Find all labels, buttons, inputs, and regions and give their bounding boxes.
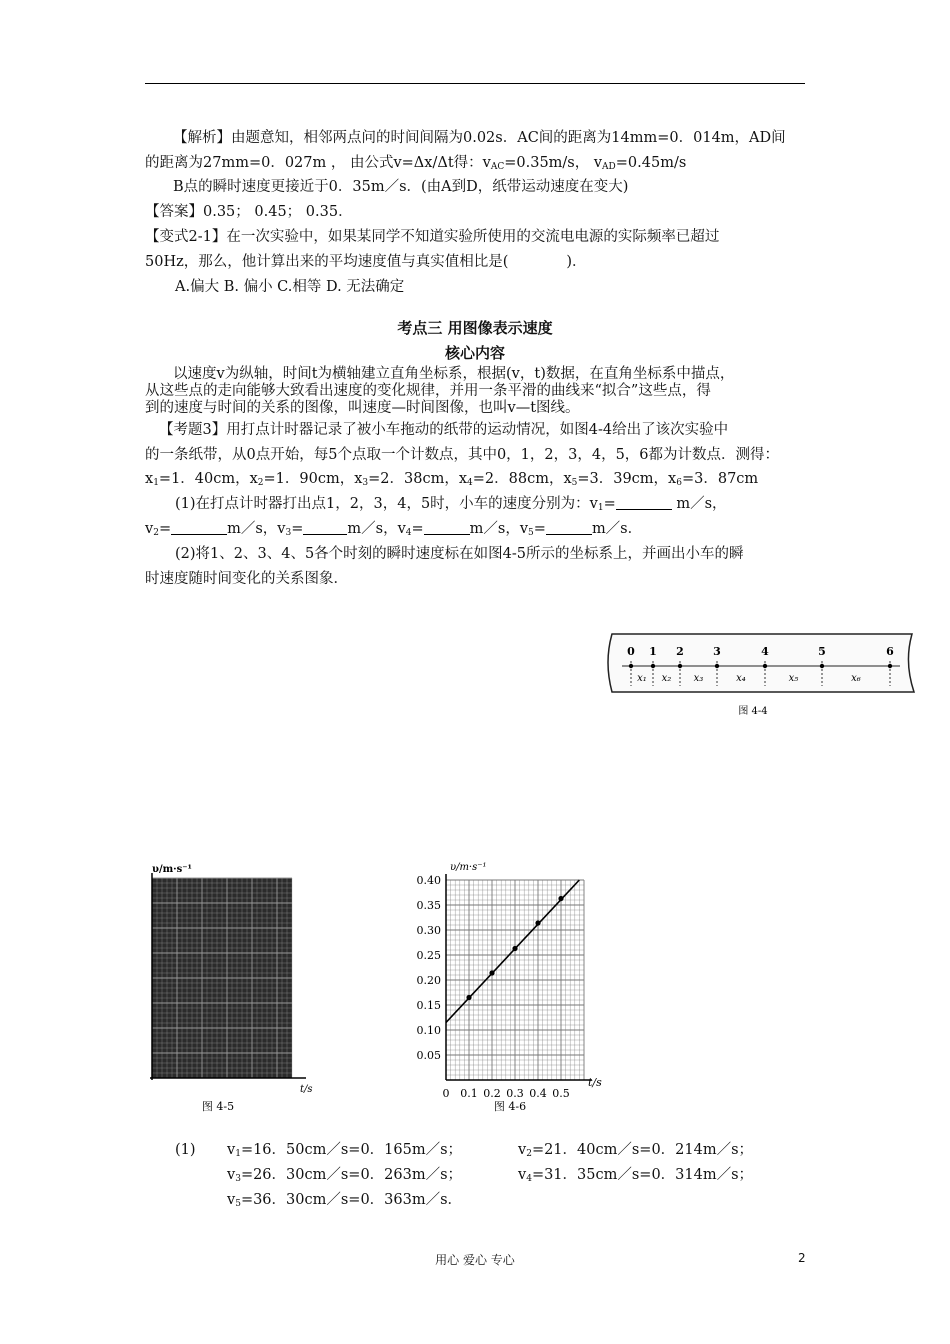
chart-x-tick: 0.3: [506, 1087, 524, 1100]
chart-y-tick: 0.35: [416, 899, 441, 912]
chart-y-tick: 0.15: [416, 999, 441, 1012]
data-point: [466, 995, 471, 1000]
chart-x-tick: 0.2: [483, 1087, 501, 1100]
answer-line: 【答案】0.35； 0.45； 0.35．: [145, 204, 353, 220]
chart-y-tick: 0.40: [416, 874, 441, 887]
chart-y-tick: 0.25: [416, 949, 441, 962]
y-axis-label: υ/m·s⁻¹: [152, 864, 192, 875]
page-number: 2: [798, 1251, 806, 1265]
tape-outline: [608, 634, 914, 692]
caption-4-5: 图 4-5: [201, 1100, 235, 1113]
answer-label: (1): [175, 1142, 196, 1158]
tape-point-label: 4: [761, 645, 769, 658]
question-1-line-2: $v_2=$ m／s，$v_3=$ m／s，$v_4=$ m／s，$v_5=$ m／s．: [145, 521, 643, 538]
definition-line-3: 到的速度与时间的关系的图像，叫速度—时间图像，也叫v—t图线。: [145, 400, 580, 416]
variant-options: A.偏大 B. 偏小 C.相等 D. 无法确定: [175, 279, 405, 295]
answer-v5: $v_5=36$．30cm／s=0．363m／s．: [227, 1192, 463, 1209]
tape-figure: [600, 628, 918, 728]
variant-line-1: 【变式2-1】在一次实验中，如果某同学不知道实验所使用的交流电电源的实际频率已超过: [145, 229, 720, 245]
tape-point-label: 2: [676, 645, 684, 658]
tape-point-label: 6: [886, 645, 894, 658]
data-point: [489, 970, 494, 975]
chart-y-tick: 0.30: [416, 924, 441, 937]
chart-y-tick: 0.10: [416, 1024, 441, 1037]
tape-point-label: 5: [818, 645, 826, 658]
definition-line-1: 以速度v为纵轴，时间t为横轴建立直角坐标系，根据(v，t)数据，在直角坐标系中描点，: [173, 366, 735, 382]
definition-line-2: 从这些点的走向能够大致看出速度的变化规律，并用一条平滑的曲线来“拟合”这些点，得: [145, 383, 711, 399]
tape-segment-label: x₄: [736, 673, 746, 684]
figure-4-6: [398, 856, 618, 1120]
answer-v4: $v_4=31$．35cm／s=0．314m／s；: [518, 1167, 754, 1184]
page-footer: 用心 爱心 专心: [435, 1253, 515, 1267]
figure-4-5: [130, 858, 320, 1118]
answer-v2: $v_2=21$．40cm／s=0．214m／s；: [518, 1142, 754, 1159]
analysis-line-1: 【解析】由题意知，相邻两点问的时间间隔为0.02s．AC间的距离为14mm=0．014m，AD间: [173, 130, 786, 146]
chart-x-label: t/s: [588, 1076, 602, 1089]
data-point: [512, 946, 517, 951]
header-rule: [145, 83, 805, 84]
chart-x-tick: 0.1: [460, 1087, 478, 1100]
problem-line-2: 的一条纸带，从0点开始，每5个点取一个计数点，其中0，1，2，3，4，5，6都为计数点．测得：: [145, 447, 780, 463]
analysis-line-3: B点的瞬时速度更接近于0．35m／s．(由A到D，纸带运动速度在变大): [173, 179, 629, 195]
tape-point-label: 0: [627, 645, 635, 658]
chart-x-tick: 0.5: [552, 1087, 570, 1100]
answer-v3: $v_3=26$．30cm／s=0．263m／s；: [227, 1167, 463, 1184]
data-point: [558, 896, 563, 901]
tape-caption: 图 4-4: [738, 706, 768, 717]
chart-y-tick: 0.05: [416, 1049, 441, 1062]
tape-segment-label: x₂: [661, 673, 672, 684]
section-title: 考点三 用图像表示速度: [397, 319, 553, 337]
tape-point-label: 3: [713, 645, 721, 658]
problem-line-1: 【考题3】用打点计时器记录了被小车拖动的纸带的运动情况，如图4-4给出了该次实验中: [159, 422, 729, 438]
variant-line-2: 50Hz，那么，他计算出来的平均速度值与真实值相比是( )．: [145, 254, 587, 270]
tape-segment-label: x₃: [693, 673, 704, 684]
chart-y-label: υ/m·s⁻¹: [450, 862, 487, 873]
data-point: [535, 920, 540, 925]
tape-segment-label: x₆: [851, 673, 861, 684]
answer-v1: $v_1=16$．50cm／s=0．165m／s；: [227, 1142, 463, 1159]
caption-4-6: 图 4-6: [493, 1100, 527, 1113]
x-axis-label: t/s: [300, 1084, 313, 1095]
chart-x-tick: 0: [442, 1087, 450, 1100]
section-subtitle: 核心内容: [444, 344, 505, 362]
measurements-line: $x_1=1$．40cm，$x_2=1$．90cm，$x_3=2$．38cm，$x_4=2$．88cm，$x_5=3$．39cm，$x_6=3$．87cm: [145, 471, 759, 488]
chart-x-tick: 0.4: [529, 1087, 547, 1100]
question-2-line-2: 时速度随时间变化的关系图象．: [145, 571, 348, 587]
chart-y-tick: 0.20: [416, 974, 441, 987]
analysis-line-2: 的距离为27mm=0．027m ， 由公式v=Δx/Δt得：$v_{AC}=0.35m/s$， $v_{AD}=0.45m/s$: [145, 155, 687, 172]
tape-segment-label: x₅: [788, 673, 799, 684]
tape-point-label: 1: [649, 645, 657, 658]
question-2-line-1: (2)将1、2、3、4、5各个时刻的瞬时速度标在如图4-5所示的坐标系上，并画出小车的瞬: [175, 546, 744, 562]
tape-segment-label: x₁: [637, 673, 647, 684]
question-1-line-1: (1)在打点计时器打出点1，2，3，4，5时，小车的速度分别为：$v_1=$ m／s，: [175, 496, 727, 513]
